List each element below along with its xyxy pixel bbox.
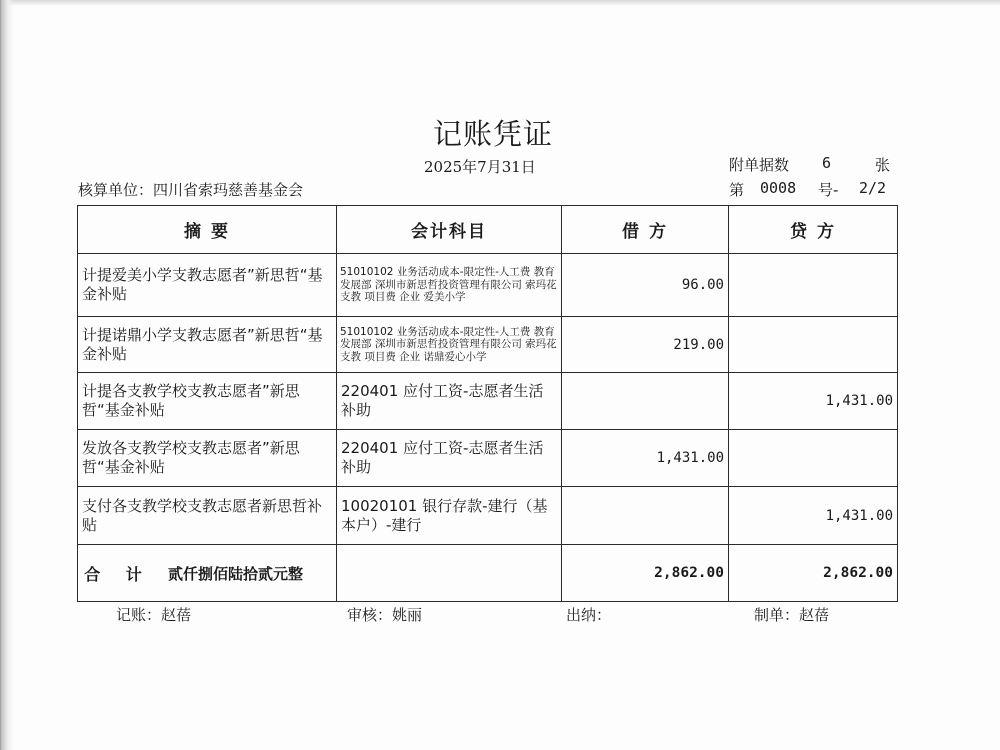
header-summary: 摘 要	[78, 206, 337, 254]
header-credit: 贷 方	[729, 206, 898, 254]
table-row	[78, 317, 898, 373]
row-account: 220401 应付工资-志愿者生活补助	[337, 430, 562, 487]
row-credit	[729, 317, 898, 373]
row-summary: 计提爱美小学支教志愿者”新思哲“基金补贴	[78, 254, 337, 317]
total-label: 合 计	[84, 564, 152, 584]
voucher-number-prefix: 第	[729, 181, 745, 199]
scan-edge	[0, 0, 1000, 6]
row-account: 51010102 业务活动成本-限定性-人工费 教育发展部 深圳市新思哲投资管理有限公司 索玛花支教 项目费 企业 爱美小学	[337, 254, 562, 317]
table-row	[78, 373, 898, 430]
row-credit	[729, 254, 898, 317]
row-debit: 1,431.00	[562, 430, 729, 487]
attachment-label: 附单据数	[729, 156, 790, 174]
cashier: 出纳：	[566, 606, 612, 624]
table-header-row	[78, 206, 898, 254]
voucher-page: 2/2	[859, 179, 887, 197]
voucher-number-suffix: 号-	[818, 181, 839, 199]
row-debit	[562, 373, 729, 430]
total-credit: 2,862.00	[729, 545, 898, 602]
total-amount-words: 贰仟捌佰陆拾贰元整	[168, 564, 304, 583]
attachment-unit: 张	[875, 156, 891, 174]
row-account: 220401 应付工资-志愿者生活补助	[337, 373, 562, 430]
voucher-date: 2025年7月31日	[424, 158, 536, 176]
row-credit: 1,431.00	[729, 373, 898, 430]
bookkeeper: 记账：赵蓓	[116, 606, 192, 624]
row-account: 51010102 业务活动成本-限定性-人工费 教育发展部 深圳市新思哲投资管理有限公司 索玛花支教 项目费 企业 诺鼎爱心小学	[337, 317, 562, 373]
accounting-unit-label: 核算单位：	[78, 181, 154, 199]
attachment-number: 6	[822, 154, 832, 172]
header-account: 会计科目	[337, 206, 562, 254]
row-summary: 计提各支教学校支教志愿者”新思哲“基金补贴	[78, 373, 337, 430]
row-summary: 发放各支教学校支教志愿者”新思哲“基金补贴	[78, 430, 337, 487]
table-row	[78, 254, 898, 317]
preparer: 制单：赵蓓	[754, 606, 830, 624]
voucher-table	[77, 205, 898, 602]
voucher-title: 记账凭证	[432, 117, 553, 151]
total-cell	[78, 545, 337, 602]
row-credit	[729, 430, 898, 487]
row-account: 10020101 银行存款-建行（基本户）-建行	[337, 487, 562, 545]
accounting-unit	[78, 179, 303, 200]
total-debit: 2,862.00	[562, 545, 729, 602]
table-row	[78, 430, 898, 487]
row-debit: 96.00	[562, 254, 729, 317]
total-account-empty	[337, 545, 562, 602]
accounting-unit-name: 四川省索玛慈善基金会	[153, 181, 304, 199]
row-summary: 支付各支教学校支教志愿者新思哲补贴	[78, 487, 337, 545]
reviewer: 审核：姚丽	[347, 606, 423, 624]
row-debit: 219.00	[562, 317, 729, 373]
row-credit: 1,431.00	[729, 487, 898, 545]
table-row	[78, 487, 898, 545]
header-debit: 借 方	[562, 206, 729, 254]
row-debit	[562, 487, 729, 545]
table-total-row	[78, 545, 898, 602]
voucher-number-value: 0008	[760, 179, 797, 197]
row-summary: 计提诺鼎小学支教志愿者”新思哲“基金补贴	[78, 317, 337, 373]
